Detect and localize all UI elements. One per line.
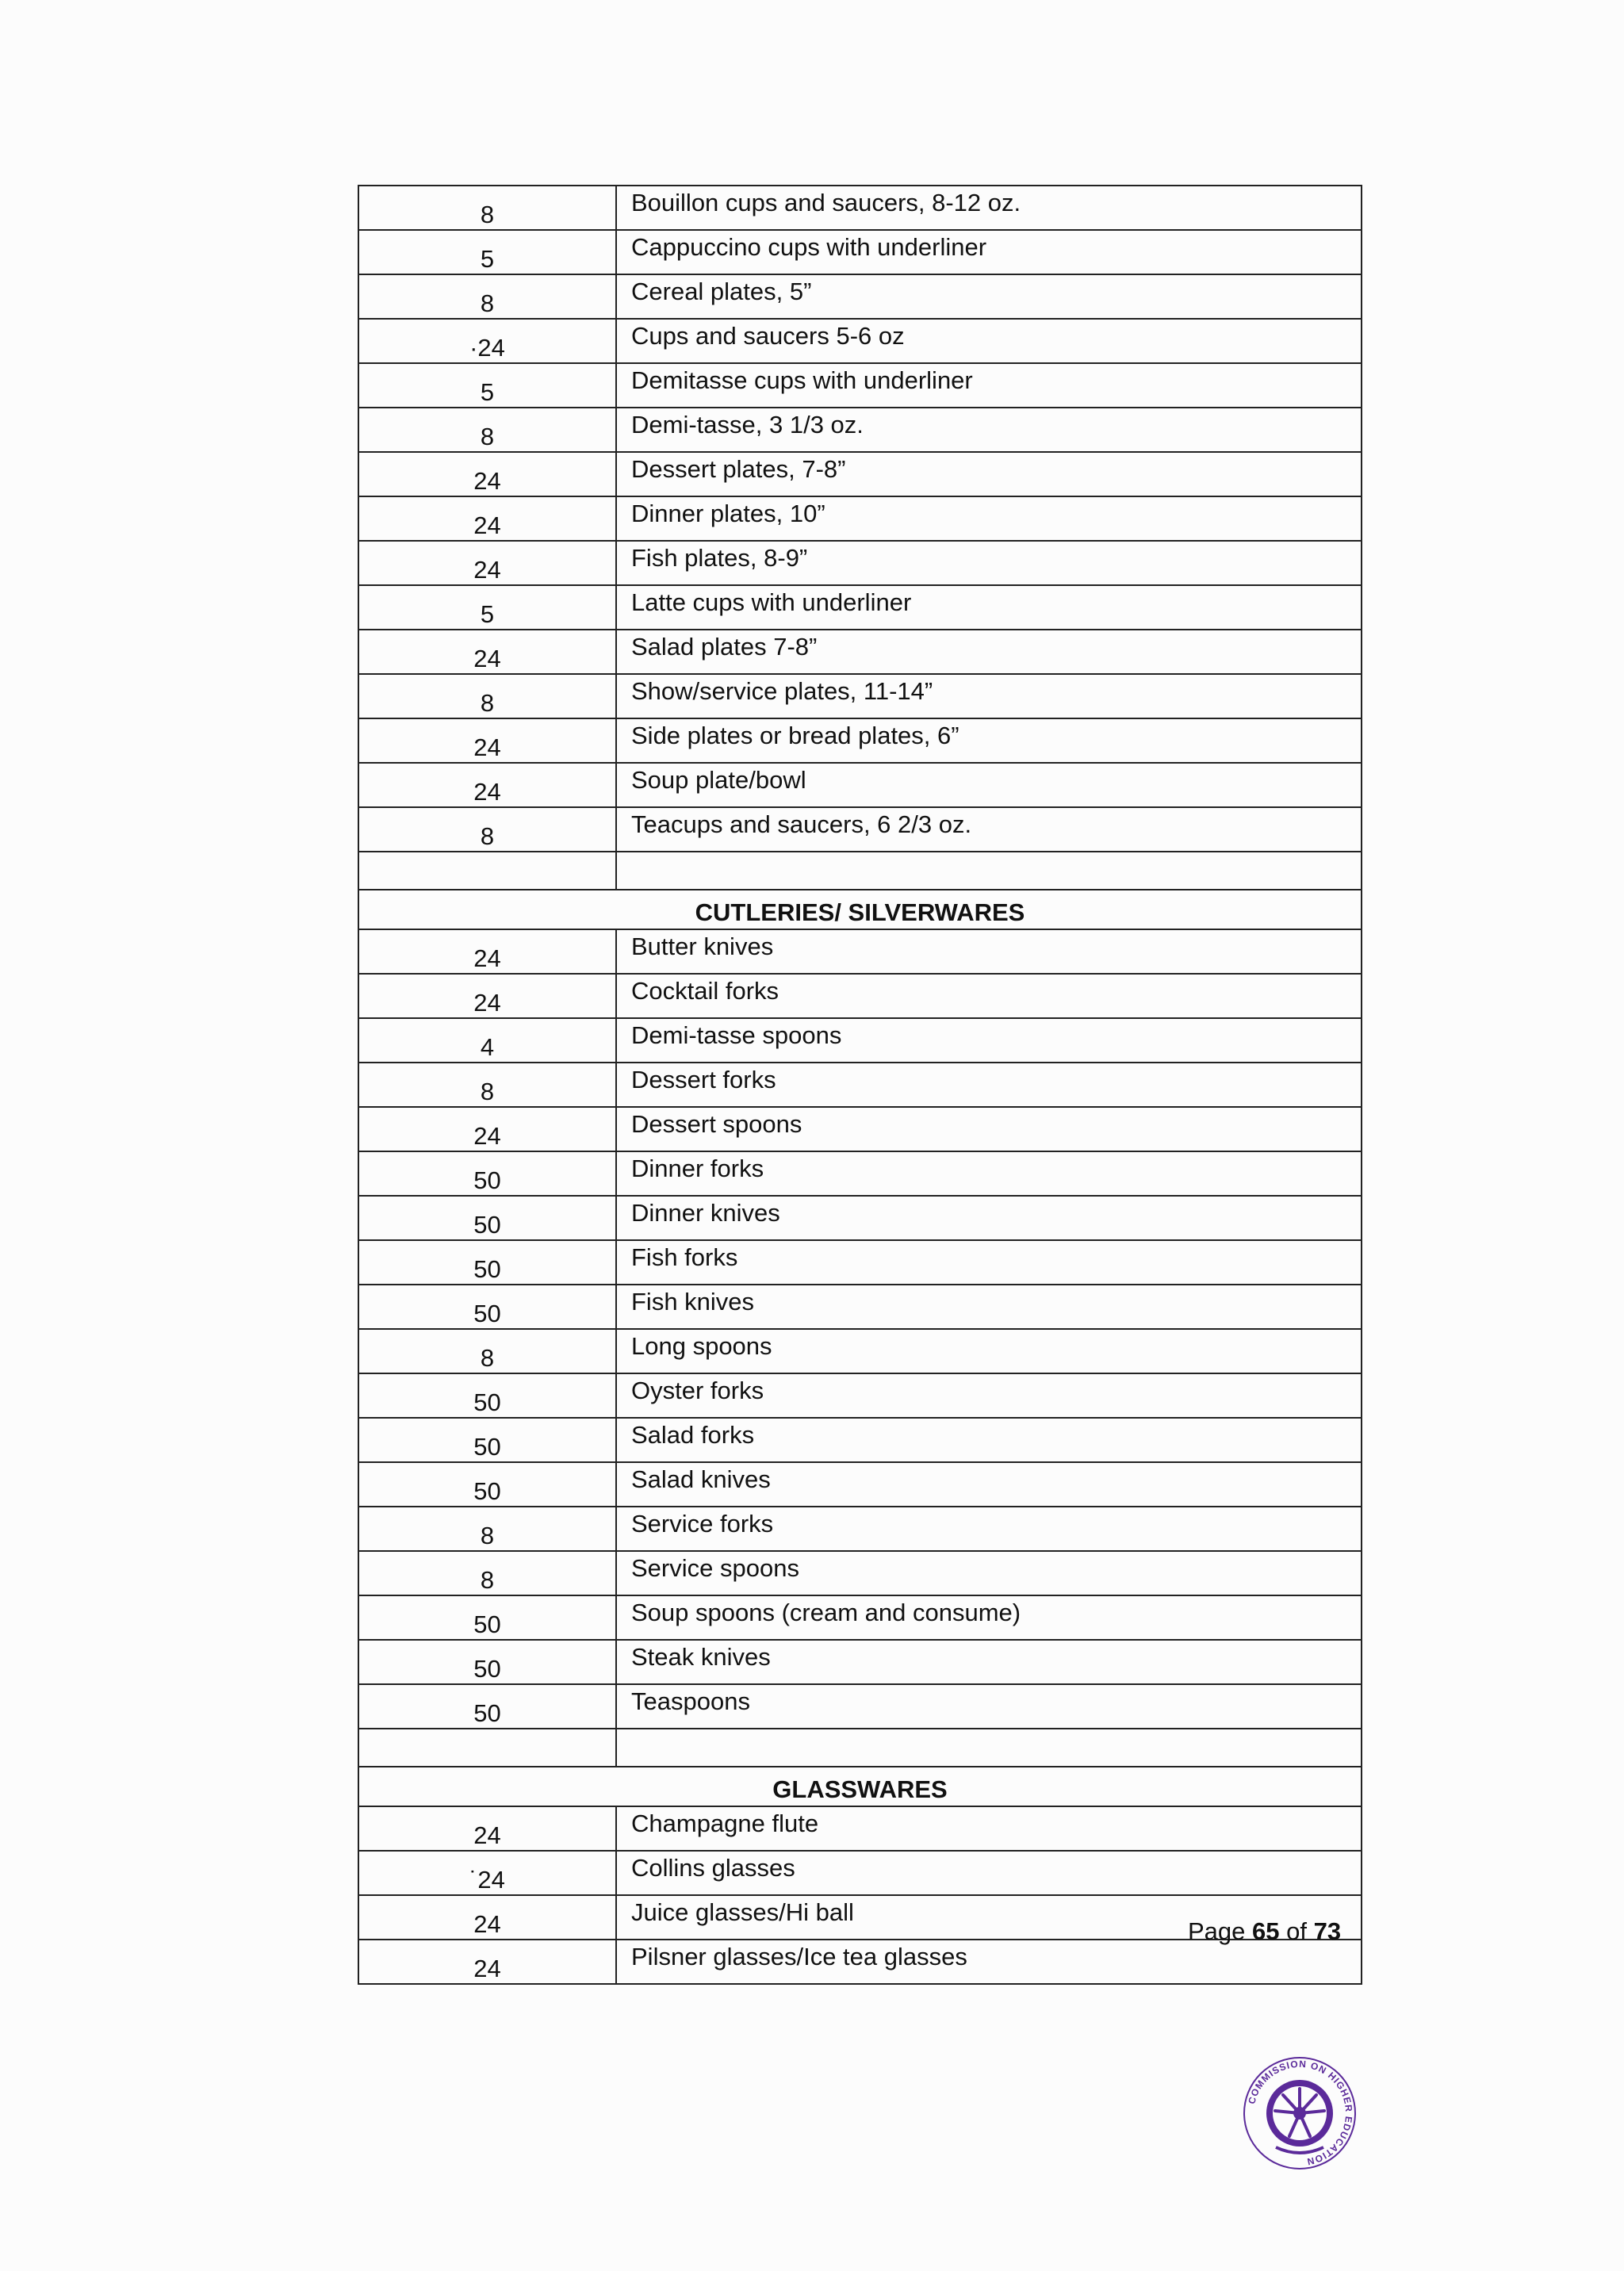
item-cell bbox=[616, 1640, 1362, 1684]
quantity-value: 8 bbox=[480, 1522, 495, 1549]
table-row bbox=[358, 1196, 1362, 1240]
item-cell bbox=[616, 408, 1362, 452]
item-description: Service forks bbox=[631, 1510, 774, 1538]
item-cell bbox=[616, 1684, 1362, 1729]
item-cell bbox=[616, 674, 1362, 718]
quantity-cell bbox=[358, 496, 616, 541]
quantity-value: 8 bbox=[480, 289, 495, 317]
quantity-value: 24 bbox=[473, 778, 501, 806]
table-row bbox=[358, 274, 1362, 319]
blank-row bbox=[358, 852, 1362, 890]
quantity-cell bbox=[358, 1684, 616, 1729]
quantity-value: 24 bbox=[473, 467, 501, 495]
item-cell bbox=[616, 630, 1362, 674]
quantity-value: 24 bbox=[473, 989, 501, 1017]
table-row bbox=[358, 929, 1362, 974]
table-row bbox=[358, 807, 1362, 852]
table-row bbox=[358, 1107, 1362, 1151]
item-description: Side plates or bread plates, 6” bbox=[631, 722, 959, 749]
table-row bbox=[358, 1462, 1362, 1507]
item-cell bbox=[616, 763, 1362, 807]
item-cell bbox=[616, 585, 1362, 630]
section-header-row bbox=[358, 890, 1362, 929]
table-row bbox=[358, 1240, 1362, 1285]
item-cell bbox=[616, 319, 1362, 363]
quantity-cell bbox=[358, 1018, 616, 1063]
table-row bbox=[358, 1595, 1362, 1640]
item-description: Demi-tasse spoons bbox=[631, 1021, 842, 1049]
item-cell bbox=[616, 1940, 1362, 1984]
item-description: Long spoons bbox=[631, 1332, 772, 1360]
quantity-cell bbox=[358, 674, 616, 718]
quantity-value: 24 bbox=[473, 944, 501, 972]
inventory-table bbox=[358, 185, 1362, 1985]
quantity-value: 8 bbox=[480, 1344, 495, 1372]
item-cell bbox=[616, 1240, 1362, 1285]
quantity-cell bbox=[358, 1895, 616, 1940]
quantity-cell bbox=[358, 1063, 616, 1107]
quantity-cell bbox=[358, 630, 616, 674]
table-row bbox=[358, 1940, 1362, 1984]
table-row bbox=[358, 1329, 1362, 1373]
quantity-cell bbox=[358, 1640, 616, 1684]
item-description: Juice glasses/Hi ball bbox=[631, 1898, 854, 1926]
table-row bbox=[358, 1507, 1362, 1551]
item-description: Service spoons bbox=[631, 1554, 799, 1582]
blank-row bbox=[358, 1729, 1362, 1767]
item-cell bbox=[616, 1063, 1362, 1107]
quantity-value: 8 bbox=[480, 689, 495, 717]
table-row bbox=[358, 1285, 1362, 1329]
item-description: Cereal plates, 5” bbox=[631, 278, 812, 305]
item-cell bbox=[616, 1418, 1362, 1462]
item-description: Dinner knives bbox=[631, 1199, 780, 1227]
item-cell bbox=[616, 230, 1362, 274]
quantity-value: 50 bbox=[473, 1388, 501, 1416]
quantity-value: 5 bbox=[480, 245, 495, 273]
quantity-value: ·24 bbox=[469, 334, 505, 362]
quantity-cell bbox=[358, 1418, 616, 1462]
table-row bbox=[358, 1806, 1362, 1851]
quantity-value: 8 bbox=[480, 1566, 495, 1594]
section-header-row bbox=[358, 1767, 1362, 1806]
item-cell bbox=[616, 1551, 1362, 1595]
quantity-cell bbox=[358, 763, 616, 807]
quantity-value: 50 bbox=[473, 1477, 501, 1505]
item-cell bbox=[616, 1107, 1362, 1151]
item-description: Teacups and saucers, 6 2/3 oz. bbox=[631, 810, 972, 838]
table-row bbox=[358, 452, 1362, 496]
table-row bbox=[358, 763, 1362, 807]
table-row bbox=[358, 496, 1362, 541]
item-cell bbox=[616, 363, 1362, 408]
quantity-cell bbox=[358, 363, 616, 408]
svg-text:COMMISSION ON HIGHER EDUCATION: COMMISSION ON HIGHER EDUCATION bbox=[1246, 2058, 1355, 2168]
item-description: Fish knives bbox=[631, 1288, 755, 1315]
quantity-cell bbox=[358, 1373, 616, 1418]
item-cell bbox=[616, 974, 1362, 1018]
table-row bbox=[358, 718, 1362, 763]
quantity-value: 8 bbox=[480, 1078, 495, 1105]
table-row bbox=[358, 1151, 1362, 1196]
quantity-value: 8 bbox=[480, 423, 495, 450]
page-of: of bbox=[1286, 1917, 1307, 1945]
quantity-value: 50 bbox=[473, 1610, 501, 1638]
quantity-value: 50 bbox=[473, 1433, 501, 1461]
quantity-value: 24 bbox=[473, 556, 501, 584]
quantity-value: 5 bbox=[480, 378, 495, 406]
item-cell bbox=[616, 1806, 1362, 1851]
item-description: Cups and saucers 5-6 oz bbox=[631, 322, 905, 350]
item-cell bbox=[616, 1851, 1362, 1895]
quantity-cell bbox=[358, 319, 616, 363]
section-heading-text: CUTLERIES/ SILVERWARES bbox=[695, 898, 1025, 926]
quantity-cell bbox=[358, 541, 616, 585]
item-description: Demitasse cups with underliner bbox=[631, 366, 973, 394]
table-row bbox=[358, 674, 1362, 718]
quantity-cell bbox=[358, 1595, 616, 1640]
table-row bbox=[358, 408, 1362, 452]
item-description: Salad plates 7-8” bbox=[631, 633, 818, 661]
quantity-cell bbox=[358, 1285, 616, 1329]
inventory-table-body bbox=[358, 186, 1362, 1984]
table-row bbox=[358, 974, 1362, 1018]
item-description: Latte cups with underliner bbox=[631, 588, 912, 616]
item-description: Salad knives bbox=[631, 1465, 771, 1493]
quantity-cell bbox=[358, 1462, 616, 1507]
item-description: Steak knives bbox=[631, 1643, 771, 1671]
table-row bbox=[358, 319, 1362, 363]
item-description: Collins glasses bbox=[631, 1854, 795, 1882]
item-description: Dinner plates, 10” bbox=[631, 500, 825, 527]
quantity-cell bbox=[358, 186, 616, 230]
quantity-cell bbox=[358, 1329, 616, 1373]
item-cell bbox=[616, 452, 1362, 496]
quantity-cell bbox=[358, 929, 616, 974]
quantity-value: 50 bbox=[473, 1166, 501, 1194]
item-description: Demi-tasse, 3 1/3 oz. bbox=[631, 411, 864, 438]
page-number bbox=[1188, 1917, 1341, 1946]
blank-cell bbox=[616, 1729, 1362, 1767]
item-description: Dessert spoons bbox=[631, 1110, 802, 1138]
table-row bbox=[358, 1018, 1362, 1063]
quantity-cell bbox=[358, 1806, 616, 1851]
quantity-value: 50 bbox=[473, 1300, 501, 1327]
table-row bbox=[358, 1684, 1362, 1729]
item-cell bbox=[616, 541, 1362, 585]
table-row bbox=[358, 1418, 1362, 1462]
item-description: Salad forks bbox=[631, 1421, 755, 1449]
ched-seal-logo bbox=[1240, 2054, 1359, 2173]
item-cell bbox=[616, 1462, 1362, 1507]
item-cell bbox=[616, 1285, 1362, 1329]
table-row bbox=[358, 1640, 1362, 1684]
quantity-cell bbox=[358, 1851, 616, 1895]
item-description: Soup plate/bowl bbox=[631, 766, 806, 794]
quantity-value: 24 bbox=[473, 1122, 501, 1150]
blank-cell bbox=[358, 1729, 616, 1767]
quantity-cell bbox=[358, 1551, 616, 1595]
quantity-cell bbox=[358, 1196, 616, 1240]
quantity-cell bbox=[358, 1240, 616, 1285]
item-cell bbox=[616, 1018, 1362, 1063]
quantity-cell bbox=[358, 585, 616, 630]
item-description: Fish plates, 8-9” bbox=[631, 544, 808, 572]
quantity-value: 24 bbox=[473, 1955, 501, 1982]
item-description: Fish forks bbox=[631, 1243, 738, 1271]
quantity-value: 50 bbox=[473, 1211, 501, 1239]
quantity-value: 24 bbox=[473, 645, 501, 672]
item-description: Oyster forks bbox=[631, 1377, 764, 1404]
table-row bbox=[358, 1373, 1362, 1418]
quantity-value: 24 bbox=[473, 511, 501, 539]
quantity-value: 4 bbox=[480, 1033, 495, 1061]
table-row bbox=[358, 230, 1362, 274]
item-description: Dessert forks bbox=[631, 1066, 776, 1093]
quantity-cell bbox=[358, 408, 616, 452]
table-row bbox=[358, 186, 1362, 230]
item-cell bbox=[616, 718, 1362, 763]
item-description: Teaspoons bbox=[631, 1687, 750, 1715]
quantity-cell bbox=[358, 1107, 616, 1151]
item-description: Cappuccino cups with underliner bbox=[631, 233, 987, 261]
item-cell bbox=[616, 807, 1362, 852]
quantity-value: 50 bbox=[473, 1699, 501, 1727]
item-cell bbox=[616, 1196, 1362, 1240]
item-cell bbox=[616, 1595, 1362, 1640]
item-description: Champagne flute bbox=[631, 1810, 819, 1837]
quantity-value: 8 bbox=[480, 201, 495, 228]
page-total: 73 bbox=[1313, 1917, 1342, 1945]
item-description: Soup spoons (cream and consume) bbox=[631, 1599, 1021, 1626]
quantity-value: 50 bbox=[473, 1655, 501, 1683]
quantity-value: ˙24 bbox=[469, 1866, 505, 1894]
table-row bbox=[358, 1551, 1362, 1595]
item-description: Dinner forks bbox=[631, 1155, 764, 1182]
item-cell bbox=[616, 1151, 1362, 1196]
quantity-cell bbox=[358, 974, 616, 1018]
table-row bbox=[358, 1851, 1362, 1895]
blank-cell bbox=[616, 852, 1362, 890]
quantity-cell bbox=[358, 1507, 616, 1551]
section-heading-text: GLASSWARES bbox=[772, 1775, 948, 1803]
quantity-cell bbox=[358, 274, 616, 319]
table-row bbox=[358, 541, 1362, 585]
quantity-cell bbox=[358, 718, 616, 763]
blank-cell bbox=[358, 852, 616, 890]
quantity-cell bbox=[358, 230, 616, 274]
quantity-value: 50 bbox=[473, 1255, 501, 1283]
item-cell bbox=[616, 496, 1362, 541]
quantity-value: 8 bbox=[480, 822, 495, 850]
table-row bbox=[358, 1063, 1362, 1107]
quantity-value: 24 bbox=[473, 1821, 501, 1849]
item-description: Pilsner glasses/Ice tea glasses bbox=[631, 1943, 967, 1970]
section-heading-glasswares bbox=[358, 1767, 1362, 1806]
quantity-cell bbox=[358, 1940, 616, 1984]
quantity-value: 24 bbox=[473, 1910, 501, 1938]
quantity-value: 5 bbox=[480, 600, 495, 628]
page-label: Page bbox=[1188, 1917, 1246, 1945]
item-cell bbox=[616, 274, 1362, 319]
table-row bbox=[358, 630, 1362, 674]
quantity-cell bbox=[358, 807, 616, 852]
section-heading-cutleries bbox=[358, 890, 1362, 929]
item-cell bbox=[616, 929, 1362, 974]
quantity-cell bbox=[358, 1151, 616, 1196]
item-cell bbox=[616, 1373, 1362, 1418]
quantity-value: 24 bbox=[473, 733, 501, 761]
item-cell bbox=[616, 186, 1362, 230]
quantity-cell bbox=[358, 452, 616, 496]
item-cell bbox=[616, 1329, 1362, 1373]
item-description: Bouillon cups and saucers, 8-12 oz. bbox=[631, 189, 1021, 216]
table-row bbox=[358, 585, 1362, 630]
item-description: Cocktail forks bbox=[631, 977, 779, 1005]
item-cell bbox=[616, 1507, 1362, 1551]
item-description: Butter knives bbox=[631, 933, 774, 960]
page-current: 65 bbox=[1252, 1917, 1280, 1945]
table-row bbox=[358, 363, 1362, 408]
item-description: Dessert plates, 7-8” bbox=[631, 455, 846, 483]
item-description: Show/service plates, 11-14” bbox=[631, 677, 933, 705]
